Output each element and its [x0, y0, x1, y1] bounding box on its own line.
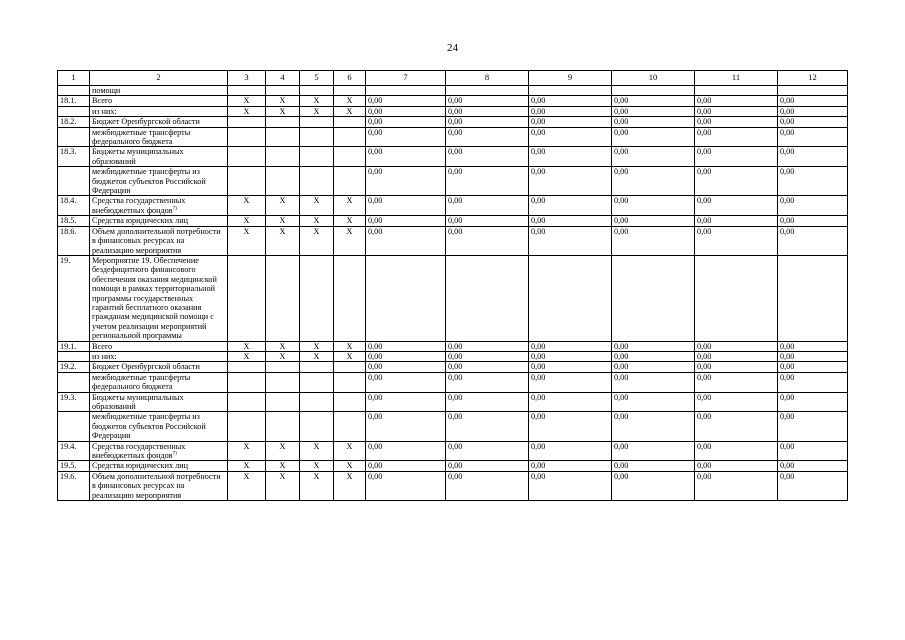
- row-description: [90, 117, 228, 127]
- row-code: 19.4.: [58, 441, 90, 461]
- row-code: 18.3.: [58, 147, 90, 167]
- value-cell: 0,00: [529, 441, 612, 461]
- row-code: [58, 127, 90, 147]
- value-cell: 0,00: [695, 471, 778, 500]
- value-cell: 0,00: [612, 117, 695, 127]
- row-description: [90, 461, 228, 471]
- x-mark-cell: X: [334, 351, 366, 361]
- row-description: [90, 412, 228, 441]
- column-header: 9: [529, 71, 612, 86]
- value-cell: 0,00: [366, 96, 446, 106]
- x-mark-cell: [334, 117, 366, 127]
- table-row: [58, 255, 848, 341]
- x-mark-cell: X: [266, 441, 300, 461]
- x-mark-cell: [266, 372, 300, 392]
- value-cell: 0,00: [366, 117, 446, 127]
- column-header: 3: [228, 71, 266, 86]
- row-description: [90, 127, 228, 147]
- value-cell: [529, 86, 612, 96]
- row-description: [90, 255, 228, 341]
- value-cell: [778, 86, 848, 96]
- x-mark-cell: [334, 86, 366, 96]
- x-mark-cell: [300, 412, 334, 441]
- value-cell: 0,00: [446, 441, 529, 461]
- value-cell: 0,00: [529, 392, 612, 412]
- value-cell: 0,00: [778, 412, 848, 441]
- table-row: [58, 471, 848, 500]
- column-header: 1: [58, 71, 90, 86]
- x-mark-cell: X: [266, 341, 300, 351]
- value-cell: 0,00: [612, 226, 695, 255]
- row-description-text: межбюджетные трансферты федерального бюджета: [92, 372, 191, 392]
- value-cell: 0,00: [778, 226, 848, 255]
- column-header: 12: [778, 71, 848, 86]
- value-cell: 0,00: [529, 96, 612, 106]
- table-row: [58, 106, 848, 116]
- x-mark-cell: X: [334, 461, 366, 471]
- value-cell: [366, 255, 446, 341]
- row-description-text: помощи: [92, 86, 121, 95]
- table-row: [58, 372, 848, 392]
- value-cell: 0,00: [778, 106, 848, 116]
- table-row: [58, 412, 848, 441]
- row-description-text: межбюджетные трансферты из бюджетов субъектов Российской Федерации: [92, 167, 206, 196]
- row-description: [90, 351, 228, 361]
- x-mark-cell: X: [228, 96, 266, 106]
- value-cell: 0,00: [366, 127, 446, 147]
- table-row: [58, 216, 848, 226]
- x-mark-cell: [334, 147, 366, 167]
- x-mark-cell: [228, 147, 266, 167]
- value-cell: 0,00: [612, 471, 695, 500]
- x-mark-cell: X: [300, 216, 334, 226]
- value-cell: 0,00: [612, 341, 695, 351]
- value-cell: 0,00: [529, 226, 612, 255]
- row-description: [90, 216, 228, 226]
- value-cell: 0,00: [446, 196, 529, 216]
- value-cell: 0,00: [366, 167, 446, 196]
- row-description-text: Средства государственных внебюджетных фондов: [92, 196, 186, 215]
- row-description: [90, 226, 228, 255]
- x-mark-cell: X: [334, 226, 366, 255]
- row-description: [90, 167, 228, 196]
- value-cell: 0,00: [366, 341, 446, 351]
- value-cell: 0,00: [366, 392, 446, 412]
- value-cell: 0,00: [612, 441, 695, 461]
- value-cell: [695, 86, 778, 96]
- value-cell: 0,00: [366, 412, 446, 441]
- value-cell: 0,00: [529, 471, 612, 500]
- value-cell: 0,00: [778, 127, 848, 147]
- header-row: [58, 71, 848, 86]
- value-cell: 0,00: [695, 341, 778, 351]
- row-description: [90, 441, 228, 461]
- value-cell: 0,00: [612, 461, 695, 471]
- row-description: [90, 372, 228, 392]
- budget-table: [57, 70, 848, 501]
- value-cell: 0,00: [695, 412, 778, 441]
- x-mark-cell: X: [266, 106, 300, 116]
- value-cell: 0,00: [446, 351, 529, 361]
- value-cell: 0,00: [695, 372, 778, 392]
- row-description: [90, 392, 228, 412]
- page-number: 24: [447, 42, 458, 54]
- table-row: [58, 96, 848, 106]
- value-cell: 0,00: [695, 441, 778, 461]
- x-mark-cell: [266, 127, 300, 147]
- table-row: [58, 196, 848, 216]
- row-code: 18.4.: [58, 196, 90, 216]
- x-mark-cell: X: [334, 196, 366, 216]
- x-mark-cell: X: [228, 196, 266, 216]
- value-cell: 0,00: [778, 341, 848, 351]
- value-cell: 0,00: [695, 196, 778, 216]
- value-cell: 0,00: [446, 341, 529, 351]
- row-code: 18.5.: [58, 216, 90, 226]
- table-row: [58, 86, 848, 96]
- x-mark-cell: X: [266, 196, 300, 216]
- value-cell: 0,00: [695, 127, 778, 147]
- x-mark-cell: [334, 127, 366, 147]
- row-description-text: Средства государственных внебюджетных фондов: [92, 441, 186, 461]
- x-mark-cell: X: [266, 461, 300, 471]
- value-cell: 0,00: [446, 216, 529, 226]
- x-mark-cell: X: [300, 441, 334, 461]
- row-code: 19.5.: [58, 461, 90, 471]
- value-cell: 0,00: [778, 471, 848, 500]
- value-cell: 0,00: [366, 362, 446, 372]
- value-cell: 0,00: [612, 412, 695, 441]
- x-mark-cell: [266, 117, 300, 127]
- value-cell: 0,00: [366, 351, 446, 361]
- table-row: [58, 362, 848, 372]
- value-cell: 0,00: [695, 362, 778, 372]
- row-description-text: Объем дополнительной потребности в финансовых ресурсах на реализацию мероприятия: [92, 471, 221, 500]
- column-header: 11: [695, 71, 778, 86]
- value-cell: [695, 255, 778, 341]
- row-code: 18.1.: [58, 96, 90, 106]
- row-code: 19.2.: [58, 362, 90, 372]
- value-cell: 0,00: [695, 461, 778, 471]
- row-description: [90, 86, 228, 96]
- value-cell: 0,00: [529, 341, 612, 351]
- table-row: [58, 441, 848, 461]
- value-cell: 0,00: [446, 106, 529, 116]
- row-description: [90, 471, 228, 500]
- row-code: 18.6.: [58, 226, 90, 255]
- value-cell: 0,00: [695, 106, 778, 116]
- value-cell: 0,00: [446, 461, 529, 471]
- x-mark-cell: X: [266, 216, 300, 226]
- value-cell: 0,00: [366, 461, 446, 471]
- column-header: 4: [266, 71, 300, 86]
- value-cell: 0,00: [529, 127, 612, 147]
- row-description-text: Всего: [92, 96, 113, 106]
- x-mark-cell: [228, 362, 266, 372]
- value-cell: 0,00: [612, 196, 695, 216]
- footnote-mark: 7): [172, 206, 177, 212]
- table-row: [58, 392, 848, 412]
- value-cell: 0,00: [529, 412, 612, 441]
- value-cell: 0,00: [612, 127, 695, 147]
- value-cell: 0,00: [612, 351, 695, 361]
- row-description-text: Бюджет Оренбургской области: [92, 362, 200, 372]
- x-mark-cell: [266, 86, 300, 96]
- x-mark-cell: X: [300, 96, 334, 106]
- x-mark-cell: [334, 362, 366, 372]
- row-code: 19.6.: [58, 471, 90, 500]
- row-description-text: межбюджетные трансферты из бюджетов субъектов Российской Федерации: [92, 412, 206, 441]
- value-cell: 0,00: [529, 196, 612, 216]
- x-mark-cell: [300, 127, 334, 147]
- row-description: [90, 147, 228, 167]
- table-body: [58, 86, 848, 501]
- row-description-text: Объем дополнительной потребности в финансовых ресурсах на реализацию мероприятия: [92, 226, 221, 255]
- x-mark-cell: [300, 372, 334, 392]
- row-description-text: Всего: [92, 341, 113, 351]
- x-mark-cell: [300, 167, 334, 196]
- row-description-text: Мероприятие 19. Обеспечение бездефицитного финансового обеспечения оказания медицинской помощи в рамках территориальной программы государственных гарантий бесплатного оказания гражданам медицинской помощи с учетом реализации мероприятий региональной программы: [92, 255, 217, 341]
- value-cell: 0,00: [446, 127, 529, 147]
- table-row: [58, 147, 848, 167]
- x-mark-cell: X: [228, 441, 266, 461]
- row-code: [58, 86, 90, 96]
- value-cell: 0,00: [778, 167, 848, 196]
- row-description-text: Средства юридических лиц: [92, 216, 188, 226]
- row-description: [90, 96, 228, 106]
- x-mark-cell: X: [334, 216, 366, 226]
- value-cell: 0,00: [366, 147, 446, 167]
- column-header: 2: [90, 71, 228, 86]
- footnote-mark: 7): [172, 451, 177, 457]
- row-description-text: из них:: [92, 351, 117, 361]
- value-cell: 0,00: [366, 372, 446, 392]
- column-header: 8: [446, 71, 529, 86]
- row-description: [90, 196, 228, 216]
- value-cell: 0,00: [529, 167, 612, 196]
- x-mark-cell: X: [334, 106, 366, 116]
- value-cell: [612, 255, 695, 341]
- x-mark-cell: X: [334, 341, 366, 351]
- x-mark-cell: X: [228, 351, 266, 361]
- x-mark-cell: [300, 117, 334, 127]
- value-cell: 0,00: [366, 106, 446, 116]
- column-header: 10: [612, 71, 695, 86]
- x-mark-cell: [266, 412, 300, 441]
- value-cell: 0,00: [612, 96, 695, 106]
- value-cell: [529, 255, 612, 341]
- value-cell: 0,00: [446, 471, 529, 500]
- value-cell: 0,00: [529, 147, 612, 167]
- value-cell: 0,00: [612, 216, 695, 226]
- x-mark-cell: [266, 362, 300, 372]
- row-code: [58, 351, 90, 361]
- value-cell: 0,00: [695, 351, 778, 361]
- x-mark-cell: [228, 412, 266, 441]
- value-cell: 0,00: [446, 147, 529, 167]
- value-cell: 0,00: [612, 147, 695, 167]
- row-description: [90, 362, 228, 372]
- row-description-text: межбюджетные трансферты федерального бюджета: [92, 127, 191, 147]
- x-mark-cell: [228, 372, 266, 392]
- value-cell: 0,00: [778, 392, 848, 412]
- row-code: [58, 167, 90, 196]
- table-row: [58, 167, 848, 196]
- row-code: 19.3.: [58, 392, 90, 412]
- value-cell: 0,00: [778, 351, 848, 361]
- value-cell: 0,00: [612, 167, 695, 196]
- x-mark-cell: X: [300, 351, 334, 361]
- value-cell: 0,00: [612, 106, 695, 116]
- value-cell: 0,00: [695, 392, 778, 412]
- value-cell: 0,00: [695, 167, 778, 196]
- column-header: 5: [300, 71, 334, 86]
- x-mark-cell: X: [228, 471, 266, 500]
- table-row: [58, 127, 848, 147]
- value-cell: 0,00: [695, 216, 778, 226]
- value-cell: 0,00: [529, 117, 612, 127]
- value-cell: [446, 86, 529, 96]
- x-mark-cell: [266, 167, 300, 196]
- table-row: [58, 461, 848, 471]
- x-mark-cell: [266, 392, 300, 412]
- x-mark-cell: X: [300, 341, 334, 351]
- x-mark-cell: X: [300, 196, 334, 216]
- value-cell: [612, 86, 695, 96]
- value-cell: [366, 86, 446, 96]
- x-mark-cell: [334, 392, 366, 412]
- x-mark-cell: X: [266, 351, 300, 361]
- x-mark-cell: X: [300, 226, 334, 255]
- x-mark-cell: X: [228, 216, 266, 226]
- value-cell: 0,00: [446, 392, 529, 412]
- value-cell: 0,00: [695, 96, 778, 106]
- value-cell: 0,00: [366, 226, 446, 255]
- x-mark-cell: [300, 147, 334, 167]
- x-mark-cell: [228, 117, 266, 127]
- value-cell: 0,00: [446, 226, 529, 255]
- value-cell: 0,00: [778, 362, 848, 372]
- x-mark-cell: [334, 167, 366, 196]
- value-cell: 0,00: [446, 117, 529, 127]
- x-mark-cell: X: [334, 471, 366, 500]
- x-mark-cell: [228, 255, 266, 341]
- value-cell: 0,00: [612, 392, 695, 412]
- row-description-text: Бюджеты муниципальных образований: [92, 147, 184, 166]
- x-mark-cell: [228, 392, 266, 412]
- row-code: 18.2.: [58, 117, 90, 127]
- x-mark-cell: X: [228, 226, 266, 255]
- value-cell: 0,00: [366, 441, 446, 461]
- row-code: [58, 412, 90, 441]
- row-description-text: Средства юридических лиц: [92, 461, 188, 471]
- row-description-text: Бюджет Оренбургской области: [92, 117, 200, 127]
- table-row: [58, 226, 848, 255]
- value-cell: 0,00: [446, 167, 529, 196]
- x-mark-cell: [266, 147, 300, 167]
- value-cell: 0,00: [529, 362, 612, 372]
- x-mark-cell: X: [228, 341, 266, 351]
- value-cell: [778, 255, 848, 341]
- row-code: [58, 372, 90, 392]
- value-cell: 0,00: [778, 216, 848, 226]
- value-cell: 0,00: [446, 362, 529, 372]
- x-mark-cell: [300, 255, 334, 341]
- x-mark-cell: [334, 255, 366, 341]
- column-header: 6: [334, 71, 366, 86]
- x-mark-cell: [334, 372, 366, 392]
- value-cell: 0,00: [778, 96, 848, 106]
- row-code: [58, 106, 90, 116]
- x-mark-cell: X: [266, 96, 300, 106]
- value-cell: 0,00: [529, 106, 612, 116]
- value-cell: 0,00: [778, 196, 848, 216]
- x-mark-cell: [228, 86, 266, 96]
- value-cell: 0,00: [529, 461, 612, 471]
- value-cell: 0,00: [778, 147, 848, 167]
- value-cell: 0,00: [612, 372, 695, 392]
- x-mark-cell: X: [300, 461, 334, 471]
- value-cell: 0,00: [778, 372, 848, 392]
- row-description: [90, 106, 228, 116]
- value-cell: 0,00: [529, 351, 612, 361]
- x-mark-cell: [300, 392, 334, 412]
- x-mark-cell: [266, 255, 300, 341]
- column-header: 7: [366, 71, 446, 86]
- x-mark-cell: [300, 86, 334, 96]
- row-description: [90, 341, 228, 351]
- x-mark-cell: [334, 412, 366, 441]
- value-cell: 0,00: [778, 461, 848, 471]
- value-cell: 0,00: [695, 226, 778, 255]
- value-cell: 0,00: [612, 362, 695, 372]
- x-mark-cell: X: [266, 471, 300, 500]
- value-cell: 0,00: [695, 147, 778, 167]
- x-mark-cell: X: [334, 441, 366, 461]
- table-row: [58, 351, 848, 361]
- value-cell: [446, 255, 529, 341]
- x-mark-cell: X: [228, 106, 266, 116]
- value-cell: 0,00: [446, 412, 529, 441]
- value-cell: 0,00: [529, 372, 612, 392]
- x-mark-cell: [228, 167, 266, 196]
- x-mark-cell: X: [300, 471, 334, 500]
- value-cell: 0,00: [366, 196, 446, 216]
- value-cell: 0,00: [366, 471, 446, 500]
- row-code: 19.: [58, 255, 90, 341]
- table-row: [58, 341, 848, 351]
- value-cell: 0,00: [695, 117, 778, 127]
- value-cell: 0,00: [366, 216, 446, 226]
- x-mark-cell: [300, 362, 334, 372]
- table-row: [58, 117, 848, 127]
- value-cell: 0,00: [529, 216, 612, 226]
- value-cell: 0,00: [446, 372, 529, 392]
- x-mark-cell: X: [300, 106, 334, 116]
- row-code: 19.1.: [58, 341, 90, 351]
- x-mark-cell: X: [334, 96, 366, 106]
- x-mark-cell: X: [266, 226, 300, 255]
- row-description-text: из них:: [92, 106, 117, 116]
- x-mark-cell: [228, 127, 266, 147]
- value-cell: 0,00: [446, 96, 529, 106]
- row-description-text: Бюджеты муниципальных образований: [92, 392, 184, 411]
- x-mark-cell: X: [228, 461, 266, 471]
- value-cell: 0,00: [778, 441, 848, 461]
- value-cell: 0,00: [778, 117, 848, 127]
